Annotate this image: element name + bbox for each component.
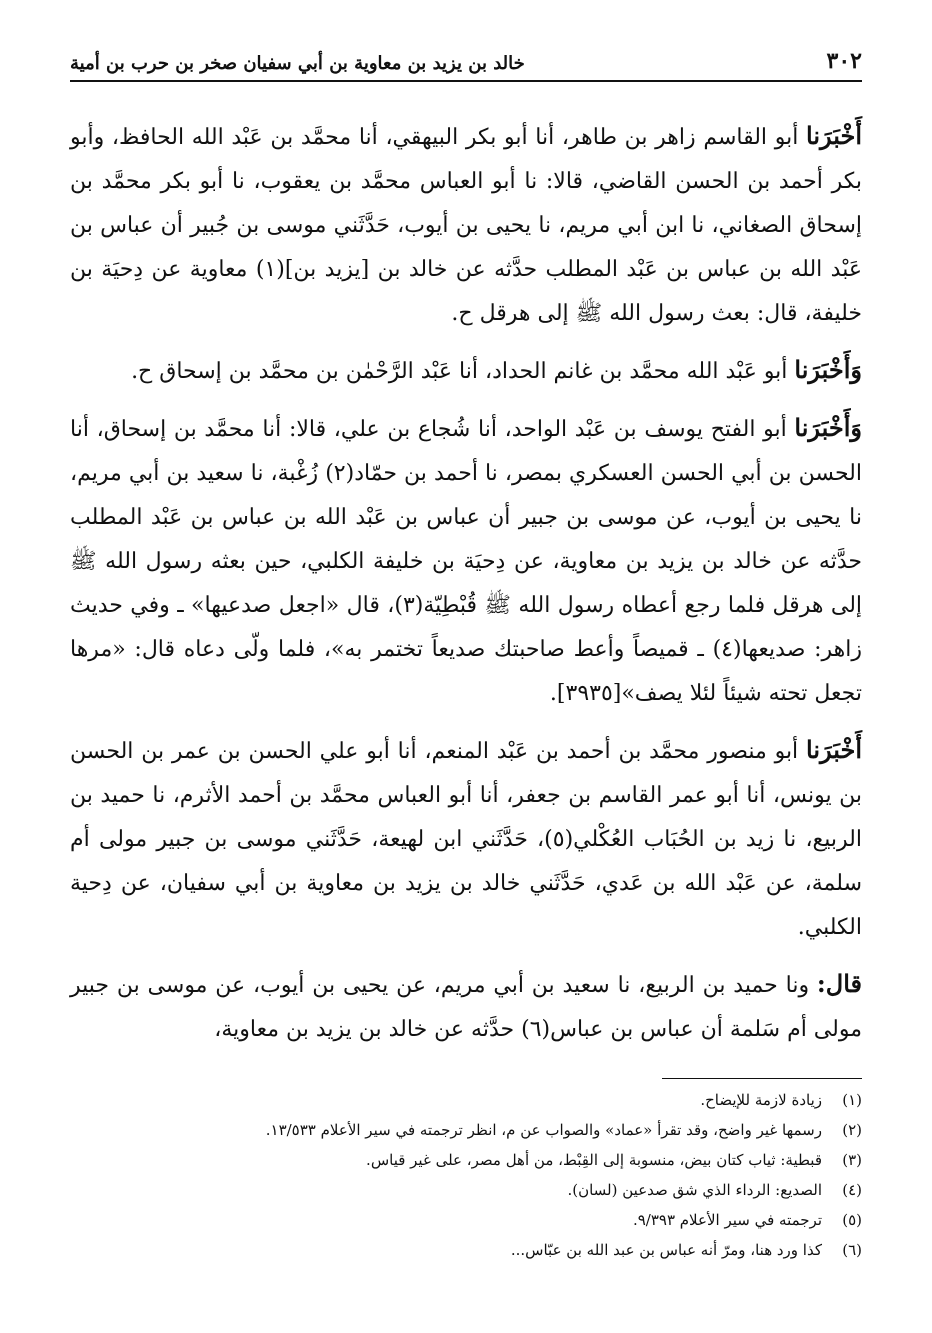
paragraph-1 <box>70 114 862 336</box>
footnote-6 <box>70 1235 862 1265</box>
paragraph-text: ونا حميد بن الربيع، نا سعيد بن أبي مريم، عن يحيى بن أيوب، عن موسى بن جبير مولى أم سَلمة أن عباس بن عباس(٦) حدَّثه عن خالد بن يزيد بن معاوية، <box>70 973 862 1042</box>
footnote-number: (٣) <box>842 1151 862 1169</box>
footnote-number: (١) <box>842 1091 862 1109</box>
footnote-text: كذا ورد هنا، ومرّ أنه عباس بن عبد الله بن عبّاس... <box>510 1241 822 1259</box>
footnote-number: (٤) <box>842 1181 862 1199</box>
footnotes <box>70 1078 862 1265</box>
footnote-5 <box>70 1205 862 1235</box>
footnote-text: رسمها غير واضح، وقد تقرأ «عماد» والصواب عن م، انظر ترجمته في سير الأعلام ١٣/٥٣٣. <box>265 1121 822 1139</box>
footnote-number: (٦) <box>842 1241 862 1259</box>
paragraph-text: أبو القاسم زاهر بن طاهر، أنا أبو بكر البيهقي، أنا محمَّد بن عَبْد الله الحافظ، وأبو بكر أحمد بن الحسن القاضي، قالا: نا أبو العباس محمَّد بن يعقوب، نا أبو بكر محمَّد بن إسحاق الصغاني، نا ابن أبي مريم، نا يحيى بن أيوب، حَدَّثَني موسى بن جُبير أن عباس بن عَبْد الله بن عباس بن عَبْد المطلب حدَّثه عن خالد بن [يزيد بن](١) معاوية عن دِحيَة بن خليفة، قال: بعث رسول الله ﷺ إلى هرقل ح. <box>70 125 862 326</box>
paragraph-text: أبو منصور محمَّد بن أحمد بن عَبْد المنعم، أنا أبو علي الحسن بن عمر بن الحسن بن يونس، أنا أبو عمر القاسم بن جعفر، أنا أبو العباس محمَّد بن أحمد الأثرم، نا حميد بن الربيع، نا زيد بن الحُبَاب العُكْلي(٥)، حَدَّثَني ابن لهيعة، حَدَّثَني موسى بن جبير مولى أم سلمة، عن عَبْد الله بن عَدي، حَدَّثَني خالد بن يزيد بن معاوية بن أبي سفيان، عن دِحية الكلبي. <box>70 739 862 940</box>
footnote-divider <box>662 1078 862 1079</box>
paragraph-text: أبو عَبْد الله محمَّد بن غانم الحداد، أنا عَبْد الرَّحْمٰن بن محمَّد بن إسحاق ح. <box>131 359 788 384</box>
running-header <box>70 48 862 82</box>
paragraph-lead: وَأَخْبَرَنا <box>794 355 862 384</box>
footnote-text: الصديع: الرداء الذي شق صدعين (لسان). <box>567 1181 822 1199</box>
footnote-4 <box>70 1175 862 1205</box>
footnote-3 <box>70 1145 862 1175</box>
main-text <box>70 114 862 1052</box>
footnote-text: زيادة لازمة للإيضاح. <box>700 1091 822 1109</box>
footnote-text: قبطية: ثياب كتان بيض، منسوبة إلى القِبْط، من أهل مصر، على غير قياس. <box>366 1151 822 1169</box>
paragraph-2 <box>70 348 862 394</box>
page-number: ٣٠٢ <box>826 48 862 74</box>
running-title: خالد بن يزيد بن معاوية بن أبي سفيان صخر بن حرب بن أمية <box>70 53 525 74</box>
footnote-number: (٥) <box>842 1211 862 1229</box>
paragraph-lead: وَأَخْبَرَنا <box>794 413 862 442</box>
footnote-2 <box>70 1115 862 1145</box>
paragraph-lead: أَخْبَرَنا <box>806 121 862 150</box>
paragraph-4 <box>70 728 862 950</box>
paragraph-lead: قال: <box>816 969 863 998</box>
footnote-1 <box>70 1085 862 1115</box>
paragraph-lead: أَخْبَرَنا <box>806 735 863 764</box>
footnote-number: (٢) <box>842 1121 862 1139</box>
paragraph-text: أبو الفتح يوسف بن عَبْد الواحد، أنا شُجاع بن علي، قالا: أنا محمَّد بن إسحاق، أنا الحسن بن أبي الحسن العسكري بمصر، نا أحمد بن حمّاد(٢) زُغْبة، نا سعيد بن أبي مريم، نا يحيى بن أيوب، عن موسى بن جبير أن عباس بن عَبْد الله بن عباس بن عَبْد المطلب حدَّثه عن خالد بن يزيد بن معاوية، عن دِحيَة بن خليفة الكلبي، حين بعثه رسول الله ﷺ إلى هرقل فلما رجع أعطاه رسول الله ﷺ قُبْطِيّة(٣)، قال «اجعل صدعيها» ـ وفي حديث زاهر: صديعها(٤) ـ قميصاً وأعط صاحبتك صديعاً تختمر به»، فلما ولّى دعاه قال: «مرها تجعل تحته شيئاً لئلا يصف»[٣٩٣٥]. <box>70 417 863 706</box>
footnote-text: ترجمته في سير الأعلام ٩/٣٩٣. <box>632 1211 822 1229</box>
paragraph-5 <box>70 962 862 1052</box>
paragraph-3 <box>70 406 862 716</box>
